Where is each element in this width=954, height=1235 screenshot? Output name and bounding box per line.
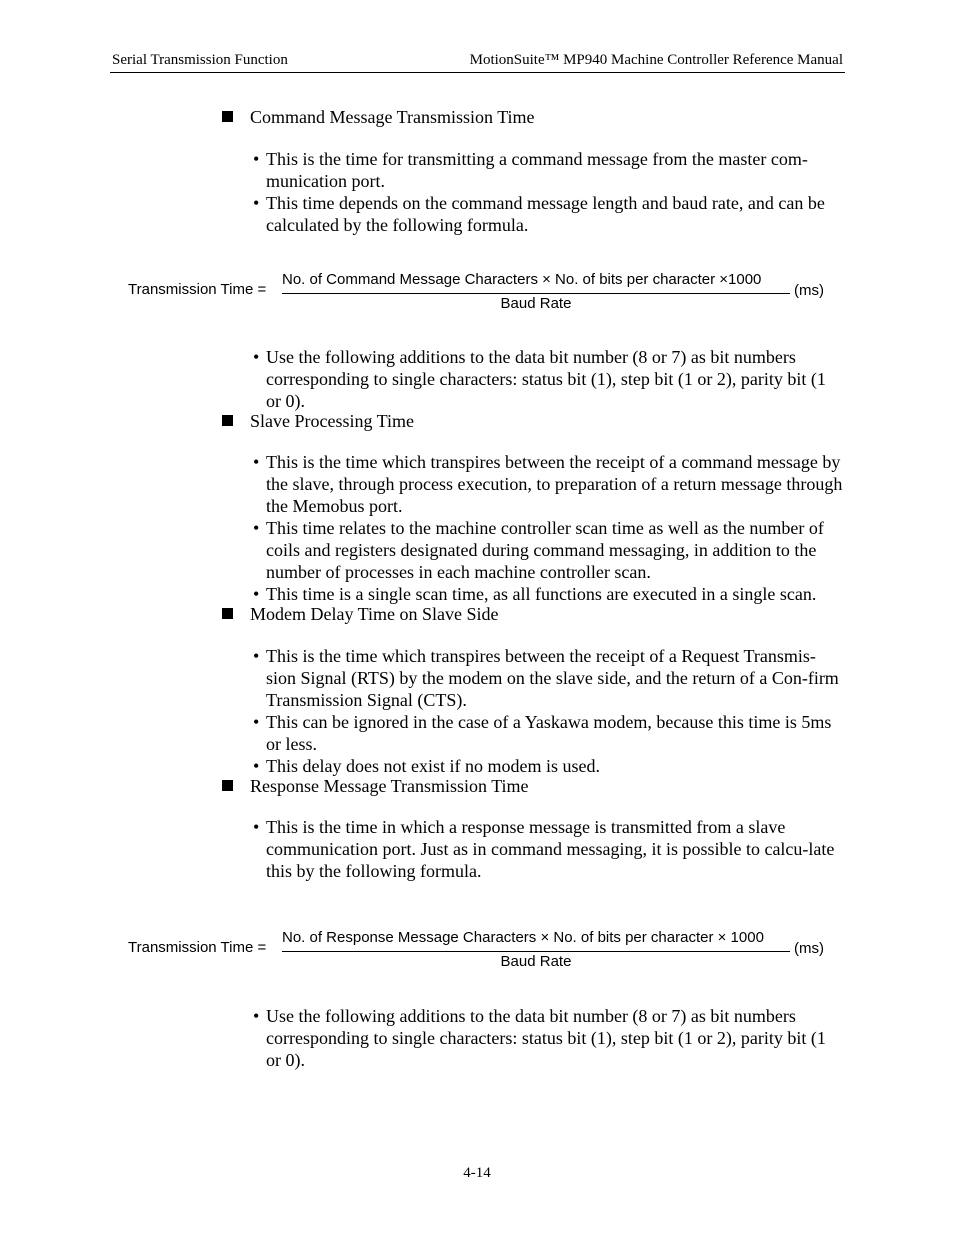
list-item: [253, 192, 843, 236]
square-bullet-icon: [222, 415, 233, 426]
bullet-text: This time is a single scan time, as all functions are executed in a single scan.: [266, 584, 817, 604]
formula-unit: (ms): [794, 940, 824, 957]
fraction-bar: [282, 293, 790, 294]
heading-text: Command Message Transmission Time: [250, 107, 535, 127]
formula-response-transmission-time: [128, 929, 828, 972]
square-bullet-icon: [222, 608, 233, 619]
list-item: [253, 346, 843, 412]
list-item: [253, 755, 843, 777]
list-item: [253, 148, 843, 192]
bullet-text: This is the time for transmitting a command message from the master com-munication port.: [266, 149, 808, 191]
bullet-list: [253, 148, 843, 236]
running-header-manual-title: MotionSuite™ MP940 Machine Controller Reference Manual: [469, 52, 843, 68]
heading-text: Slave Processing Time: [250, 411, 415, 431]
page-number: 4-14: [463, 1165, 491, 1181]
bullet-dot-icon: •: [253, 584, 260, 604]
bullet-list: [253, 1005, 843, 1071]
section-heading-command-message-transmission-time: [222, 107, 535, 128]
bullet-text: This can be ignored in the case of a Yaskawa modem, because this time is 5ms or less.: [266, 712, 832, 754]
heading-text: Modem Delay Time on Slave Side: [250, 604, 499, 624]
bullet-dot-icon: •: [253, 452, 260, 472]
bullet-text: Use the following additions to the data bit number (8 or 7) as bit numbers corresponding to single characters: status bit (1), step bit (1 or 2), parity bit (1 or 0).: [266, 1006, 826, 1070]
bullet-list: [253, 645, 843, 777]
bullet-dot-icon: •: [253, 1006, 260, 1026]
formula-lhs: Transmission Time =: [128, 939, 267, 956]
bullet-list: [253, 816, 843, 882]
list-item: [253, 1005, 843, 1071]
formula-command-transmission-time: [128, 271, 828, 314]
list-item: [253, 711, 843, 755]
formula-numerator: No. of Response Message Characters × No. of bits per character × 1000: [282, 929, 764, 946]
square-bullet-icon: [222, 111, 233, 122]
bullet-dot-icon: •: [253, 756, 260, 776]
bullet-dot-icon: •: [253, 193, 260, 213]
bullet-dot-icon: •: [253, 149, 260, 169]
formula-denominator: Baud Rate: [500, 295, 572, 312]
bullet-dot-icon: •: [253, 712, 260, 732]
section-heading-modem-delay-time: [222, 604, 499, 625]
square-bullet-icon: [222, 780, 233, 791]
bullet-text: This time depends on the command message length and baud rate, and can be calculated by the following formula.: [266, 193, 825, 235]
bullet-list: [253, 346, 843, 412]
bullet-text: This time relates to the machine controller scan time as well as the number of coils and registers designated during command messaging, in addition to the number of processes in each machine controller scan.: [266, 518, 824, 582]
list-item: [253, 645, 843, 711]
formula-denominator: Baud Rate: [500, 953, 572, 970]
bullet-dot-icon: •: [253, 646, 260, 666]
list-item: [253, 517, 843, 583]
bullet-dot-icon: •: [253, 817, 260, 837]
heading-text: Response Message Transmission Time: [250, 776, 529, 796]
bullet-text: This is the time which transpires between the receipt of a command message by the slave, through process execution, to preparation of a return message through the Memobus port.: [266, 452, 843, 516]
bullet-list: [253, 451, 843, 605]
bullet-text: This is the time in which a response message is transmitted from a slave communication port. Just as in command messaging, it is possible to calcu-late this by the following formula.: [266, 817, 835, 881]
running-header-section-title: Serial Transmission Function: [112, 52, 288, 68]
list-item: [253, 583, 843, 605]
list-item: [253, 816, 843, 882]
header-divider: [110, 72, 845, 73]
bullet-dot-icon: •: [253, 347, 260, 367]
formula-numerator: No. of Command Message Characters × No. of bits per character ×1000: [282, 271, 762, 288]
bullet-text: Use the following additions to the data bit number (8 or 7) as bit numbers corresponding to single characters: status bit (1), step bit (1 or 2), parity bit (1 or 0).: [266, 347, 826, 411]
list-item: [253, 451, 843, 517]
bullet-text: This delay does not exist if no modem is used.: [266, 756, 600, 776]
bullet-dot-icon: •: [253, 518, 260, 538]
formula-unit: (ms): [794, 282, 824, 299]
bullet-text: This is the time which transpires between the receipt of a Request Transmis-sion Signal (RTS) by the modem on the slave side, and the return of a Con-firm Transmission Signal (CTS).: [266, 646, 839, 710]
fraction-bar: [282, 951, 790, 952]
formula-lhs: Transmission Time =: [128, 281, 267, 298]
section-heading-response-message-transmission-time: [222, 776, 529, 797]
section-heading-slave-processing-time: [222, 411, 414, 432]
